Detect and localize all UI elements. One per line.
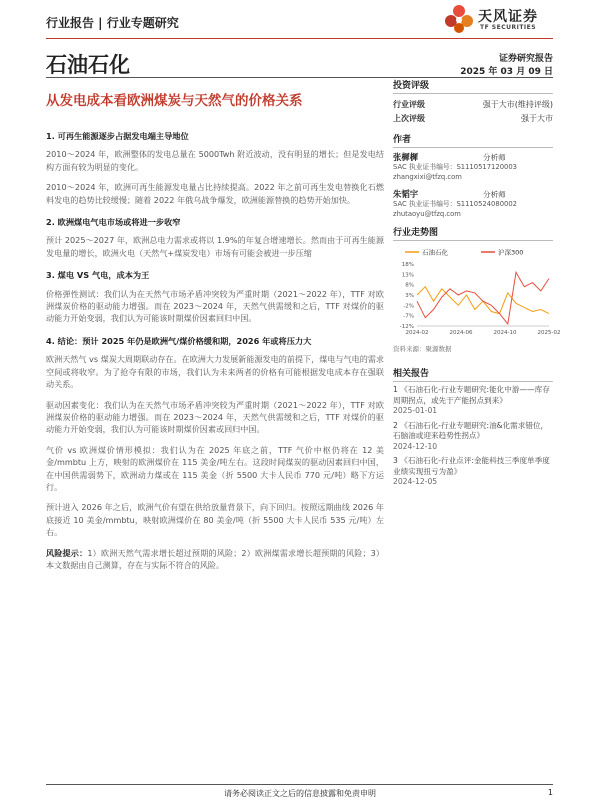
rating-row [393, 111, 553, 125]
paragraph: 预计 2025～2027 年，欧洲总电力需求或将以 1.9%的年复合增速增长。然而由于可再生能源发电量的增长，欧洲火电（天然气+煤炭发电）市场有可能会被进一步压缩 [46, 235, 384, 258]
logo-flower-icon [444, 4, 474, 34]
authors-heading: 作者 [393, 132, 553, 148]
x-tick-label: 2025-02 [537, 330, 561, 336]
y-tick-label: 8% [405, 282, 414, 289]
author-cert: SAC 执业证书编号：S1110517120003 [393, 163, 517, 171]
x-tick-label: 2024-06 [449, 330, 473, 336]
y-tick-label: 3% [405, 293, 414, 299]
chart-heading: 行业走势图 [393, 225, 553, 241]
report-type: 证券研究报告 [498, 54, 553, 64]
related-report-date: 2024-12-05 [393, 477, 438, 486]
rating-panel [393, 78, 553, 125]
x-tick-label: 2024-02 [405, 330, 429, 336]
chart-source: 资料来源：聚源数据 [393, 345, 452, 353]
report-title: 从发电成本看欧洲煤炭与天然气的价格关系 [46, 93, 303, 109]
series-line [417, 287, 549, 314]
paragraph: 预计进入 2026 年之后，欧洲气价有望在供给放量背景下，向下回归。按照远期曲线 2026 年底接近 10 美金/mmbtu，映射欧洲煤价在 80 美金/吨（折 5500 大卡人民币 535 元/吨）左右。 [46, 502, 384, 538]
related-report-item[interactable] [393, 421, 553, 453]
author-card [393, 151, 553, 188]
related-report-title[interactable]: 1 《石油石化-行业专题研究:能化中游——库存周期拐点，或先于产能拐点到来》 [393, 385, 550, 405]
author-email[interactable]: zhutaoyu@tfzq.com [393, 209, 461, 218]
section-heading: 4. 结论：预计 2025 年仍是欧洲气/煤价格缓和期，2026 年或将压力大 [46, 335, 312, 346]
author-name: 朱韬宇 [393, 189, 419, 199]
y-tick-label: 13% [401, 272, 414, 279]
risk-text: 1）欧洲天然气需求增长超过预期的风险；2）欧洲煤需求增长超预期的风险；3）本文数据由自己测算，存在与实际不符合的风险。 [46, 547, 384, 570]
series-line [417, 272, 549, 324]
trend-chart [393, 244, 561, 342]
related-report-date: 2024-12-10 [393, 441, 438, 451]
footer-disclaimer: 请务必阅读正文之后的信息披露和免责申明 [224, 789, 376, 798]
y-tick-label: -12% [399, 324, 414, 330]
y-tick-label: 18% [401, 262, 414, 268]
header-rule [46, 38, 553, 39]
related-report-item[interactable] [393, 385, 553, 417]
section-heading: 1. 可再生能源逐步占据发电端主导地位 [46, 131, 189, 141]
report-date: 2025 年 03 月 09 日 [460, 67, 553, 77]
y-tick-label: -2% [403, 303, 414, 310]
paragraph: 驱动因素变化：我们认为在天然气市场矛盾冲突较为严重时期（2021～2022 年），TTF 对欧洲煤炭价格的驱动能力增强。而在 2023～2024 年，天然气供需缓和之后，TTF 对煤价的驱动能力开始变弱，我们认为可能该时期煤价因素或回归中国。 [46, 399, 384, 435]
legend-label: 沪深300 [498, 248, 524, 257]
report-body [46, 124, 384, 579]
section-heading: 3. 煤电 VS 气电，成本为王 [46, 270, 150, 281]
rating-row [393, 97, 553, 111]
x-tick-label: 2024-10 [493, 330, 517, 336]
risk-warning [46, 547, 384, 572]
related-heading: 相关报告 [393, 366, 553, 382]
paragraph: 2010～2024 年，欧洲整体的发电总量在 5000Twh 附近波动，没有明显的增长；但是发电结构方面有较为明显的变化。 [46, 149, 384, 172]
logo-subtext: TF SECURITIES [480, 24, 537, 31]
paragraph: 价格弹性测试：我们认为在天然气市场矛盾冲突较为严重时期（2021～2022 年），TTF 对欧洲煤炭价格的驱动能力增强。而在 2023～2024 年，天然气供需缓和之后，TTF 对煤价的驱动能力开始变弱，我们认为可能该时期煤价因素回归中国。 [46, 288, 384, 324]
y-tick-label: -7% [403, 313, 414, 320]
related-reports-panel [393, 366, 553, 492]
author-role: 分析师 [483, 153, 506, 162]
rating-heading: 投资评级 [393, 78, 553, 94]
paragraph: 2010～2024 年，欧洲可再生能源发电量占比持续提高。2022 年之前可再生发电替换化石燃料发电的趋势比较缓慢；随着 2022 年俄乌战争爆发，欧洲能源替换的趋势开始加快。 [46, 182, 384, 205]
sector-title: 石油石化 [46, 53, 130, 77]
author-email[interactable]: zhangxixi@tfzq.com [393, 172, 462, 181]
trend-chart-panel [393, 225, 561, 353]
rating-key: 上次评级 [393, 113, 425, 123]
rating-key: 行业评级 [393, 99, 425, 109]
author-role: 分析师 [483, 190, 506, 199]
related-report-item[interactable] [393, 456, 553, 488]
legend-label: 石油石化 [422, 248, 448, 257]
section-heading: 2. 欧洲煤电气电市场或将进一步收窄 [46, 217, 181, 228]
risk-label: 风险提示： [46, 547, 88, 558]
report-category: 行业报告 | 行业专题研究 [46, 16, 179, 30]
tf-securities-logo [444, 2, 554, 36]
author-card [393, 188, 553, 225]
logo-text: 天风证券 [478, 9, 538, 25]
page-number: 1 [547, 788, 553, 797]
paragraph: 气价 vs 欧洲煤价情形模拟：我们认为在 2025 年底之前，TTF 气价中枢仍将在 12 美金/mmbtu 上方，映射的欧洲煤价在 115 美金/吨左右。这段时间煤炭的驱动因素回归中国，在中国供需弱势下，欧洲动力煤或在 115 美金（折 5500 大卡人民币 770 元/吨）略下方运行。 [46, 444, 384, 492]
footer-rule [46, 784, 553, 785]
author-name: 张樨樨 [393, 152, 419, 162]
related-report-title[interactable]: 2 《石油石化-行业专题研究:油&化需求错位，石脑油或迎来趋势性拐点》 [393, 420, 549, 440]
author-cert: SAC 执业证书编号：S1110524080002 [393, 200, 517, 208]
paragraph: 欧洲天然气 vs 煤炭大周期联动存在。在欧洲大力发展新能源发电的前提下，煤电与气电的需求空间或将收窄。为了抢夺有限的市场，我们认为未来两者的价格有可能根据发电成本存在强联动关系。 [46, 354, 384, 390]
related-report-date: 2025-01-01 [393, 406, 438, 415]
trend-chart-svg [393, 244, 561, 342]
rating-value: 强于大市 [521, 113, 553, 123]
related-report-title[interactable]: 3 《石油石化-行业点评:金能科技三季度单季度业绩实现扭亏为盈》 [393, 456, 550, 476]
authors-panel [393, 132, 553, 225]
rating-value: 强于大市(维持评级) [482, 99, 553, 109]
